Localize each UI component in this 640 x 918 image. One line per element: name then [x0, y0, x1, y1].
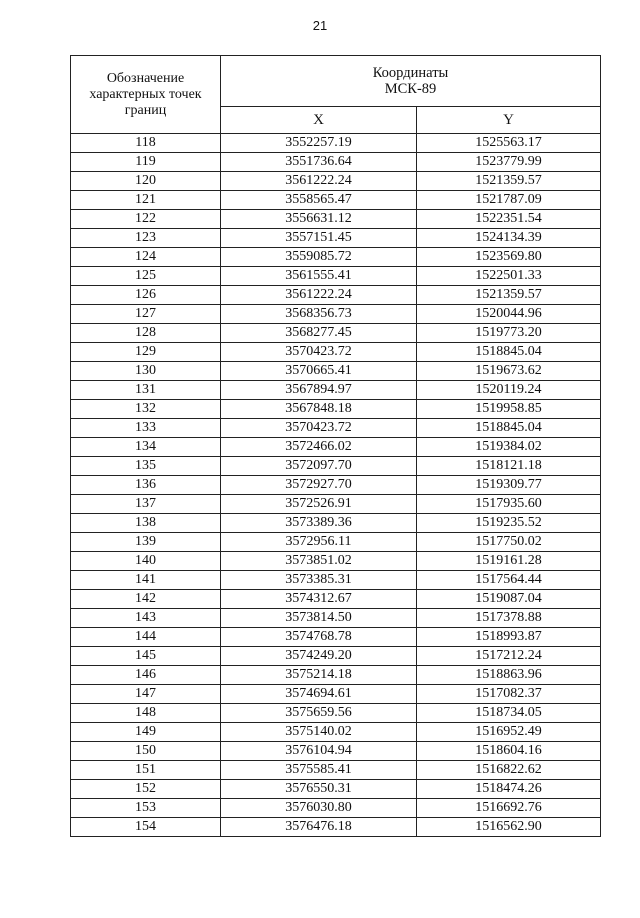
y-cell: 1519309.77 — [417, 476, 601, 495]
x-cell: 3572097.70 — [221, 457, 417, 476]
x-cell: 3575659.56 — [221, 704, 417, 723]
y-cell: 1521359.57 — [417, 286, 601, 305]
table-row — [71, 172, 601, 191]
x-cell: 3570423.72 — [221, 419, 417, 438]
x-cell: 3567848.18 — [221, 400, 417, 419]
x-cell: 3575585.41 — [221, 761, 417, 780]
point-cell: 128 — [71, 324, 221, 343]
y-cell: 1519384.02 — [417, 438, 601, 457]
point-cell: 138 — [71, 514, 221, 533]
y-cell: 1518734.05 — [417, 704, 601, 723]
x-cell: 3557151.45 — [221, 229, 417, 248]
point-cell: 125 — [71, 267, 221, 286]
table-row — [71, 552, 601, 571]
y-cell: 1518121.18 — [417, 457, 601, 476]
x-cell: 3573851.02 — [221, 552, 417, 571]
x-cell: 3574694.61 — [221, 685, 417, 704]
table-row — [71, 362, 601, 381]
y-cell: 1517564.44 — [417, 571, 601, 590]
x-cell: 3561222.24 — [221, 172, 417, 191]
x-cell: 3568277.45 — [221, 324, 417, 343]
point-cell: 127 — [71, 305, 221, 324]
y-cell: 1520044.96 — [417, 305, 601, 324]
header-y: Y — [417, 106, 601, 133]
x-cell: 3567894.97 — [221, 381, 417, 400]
point-cell: 142 — [71, 590, 221, 609]
x-cell: 3573385.31 — [221, 571, 417, 590]
table-row — [71, 799, 601, 818]
point-cell: 149 — [71, 723, 221, 742]
y-cell: 1517750.02 — [417, 533, 601, 552]
x-cell: 3573389.36 — [221, 514, 417, 533]
x-cell: 3559085.72 — [221, 248, 417, 267]
point-cell: 139 — [71, 533, 221, 552]
x-cell: 3551736.64 — [221, 153, 417, 172]
y-cell: 1516952.49 — [417, 723, 601, 742]
point-cell: 135 — [71, 457, 221, 476]
table-header — [71, 56, 601, 134]
x-cell: 3570665.41 — [221, 362, 417, 381]
table-row — [71, 685, 601, 704]
table-row — [71, 571, 601, 590]
table-row — [71, 533, 601, 552]
y-cell: 1517212.24 — [417, 647, 601, 666]
y-cell: 1518604.16 — [417, 742, 601, 761]
point-cell: 123 — [71, 229, 221, 248]
x-cell: 3561222.24 — [221, 286, 417, 305]
point-cell: 143 — [71, 609, 221, 628]
y-cell: 1518993.87 — [417, 628, 601, 647]
point-cell: 150 — [71, 742, 221, 761]
table-row — [71, 761, 601, 780]
y-cell: 1519958.85 — [417, 400, 601, 419]
y-cell: 1524134.39 — [417, 229, 601, 248]
y-cell: 1521359.57 — [417, 172, 601, 191]
point-cell: 129 — [71, 343, 221, 362]
table-row — [71, 780, 601, 799]
y-cell: 1517082.37 — [417, 685, 601, 704]
table-row — [71, 324, 601, 343]
x-cell: 3574312.67 — [221, 590, 417, 609]
x-cell: 3561555.41 — [221, 267, 417, 286]
point-cell: 118 — [71, 134, 221, 153]
y-cell: 1518474.26 — [417, 780, 601, 799]
table-row — [71, 229, 601, 248]
x-cell: 3552257.19 — [221, 134, 417, 153]
table-row — [71, 400, 601, 419]
table-row — [71, 495, 601, 514]
x-cell: 3568356.73 — [221, 305, 417, 324]
y-cell: 1521787.09 — [417, 191, 601, 210]
point-cell: 152 — [71, 780, 221, 799]
y-cell: 1516822.62 — [417, 761, 601, 780]
y-cell: 1523569.80 — [417, 248, 601, 267]
point-cell: 144 — [71, 628, 221, 647]
point-cell: 153 — [71, 799, 221, 818]
point-cell: 148 — [71, 704, 221, 723]
table-body — [71, 134, 601, 837]
header-row-top — [71, 56, 601, 107]
point-cell: 132 — [71, 400, 221, 419]
y-cell: 1525563.17 — [417, 134, 601, 153]
y-cell: 1518845.04 — [417, 343, 601, 362]
y-cell: 1517935.60 — [417, 495, 601, 514]
point-cell: 147 — [71, 685, 221, 704]
x-cell: 3575140.02 — [221, 723, 417, 742]
x-cell: 3576104.94 — [221, 742, 417, 761]
table-row — [71, 590, 601, 609]
header-coordinates-title: Координаты — [372, 64, 449, 81]
x-cell: 3576476.18 — [221, 818, 417, 837]
y-cell: 1516562.90 — [417, 818, 601, 837]
point-cell: 134 — [71, 438, 221, 457]
table-row — [71, 343, 601, 362]
y-cell: 1519773.20 — [417, 324, 601, 343]
header-point-designation: Обозначение характерных точек границ — [71, 56, 221, 134]
x-cell: 3572466.02 — [221, 438, 417, 457]
y-cell: 1522351.54 — [417, 210, 601, 229]
point-cell: 130 — [71, 362, 221, 381]
table-row — [71, 647, 601, 666]
page-number: 21 — [312, 18, 328, 33]
x-cell: 3570423.72 — [221, 343, 417, 362]
point-cell: 136 — [71, 476, 221, 495]
x-cell: 3573814.50 — [221, 609, 417, 628]
x-cell: 3574249.20 — [221, 647, 417, 666]
table-row — [71, 419, 601, 438]
table-row — [71, 267, 601, 286]
point-cell: 133 — [71, 419, 221, 438]
table-row — [71, 514, 601, 533]
table-row — [71, 286, 601, 305]
y-cell: 1518845.04 — [417, 419, 601, 438]
point-cell: 119 — [71, 153, 221, 172]
header-x: X — [221, 106, 417, 133]
header-coordinate-system: МСК-89 — [384, 80, 437, 97]
table-row — [71, 248, 601, 267]
table-row — [71, 381, 601, 400]
x-cell: 3576550.31 — [221, 780, 417, 799]
x-cell: 3574768.78 — [221, 628, 417, 647]
header-coordinates — [221, 56, 601, 107]
table-row — [71, 153, 601, 172]
x-cell: 3572927.70 — [221, 476, 417, 495]
point-cell: 140 — [71, 552, 221, 571]
point-cell: 145 — [71, 647, 221, 666]
table-row — [71, 457, 601, 476]
table-row — [71, 609, 601, 628]
y-cell: 1519235.52 — [417, 514, 601, 533]
point-cell: 137 — [71, 495, 221, 514]
point-cell: 122 — [71, 210, 221, 229]
table-row — [71, 818, 601, 837]
table-row — [71, 305, 601, 324]
coordinates-table — [70, 55, 601, 837]
x-cell: 3572956.11 — [221, 533, 417, 552]
table-row — [71, 134, 601, 153]
x-cell: 3558565.47 — [221, 191, 417, 210]
point-cell: 124 — [71, 248, 221, 267]
point-cell: 146 — [71, 666, 221, 685]
table-row — [71, 476, 601, 495]
point-cell: 126 — [71, 286, 221, 305]
point-cell: 131 — [71, 381, 221, 400]
y-cell: 1523779.99 — [417, 153, 601, 172]
x-cell: 3572526.91 — [221, 495, 417, 514]
table-row — [71, 628, 601, 647]
x-cell: 3576030.80 — [221, 799, 417, 818]
point-cell: 120 — [71, 172, 221, 191]
x-cell: 3556631.12 — [221, 210, 417, 229]
y-cell: 1519161.28 — [417, 552, 601, 571]
x-cell: 3575214.18 — [221, 666, 417, 685]
table-row — [71, 723, 601, 742]
y-cell: 1522501.33 — [417, 267, 601, 286]
y-cell: 1518863.96 — [417, 666, 601, 685]
y-cell: 1517378.88 — [417, 609, 601, 628]
y-cell: 1516692.76 — [417, 799, 601, 818]
point-cell: 151 — [71, 761, 221, 780]
table-row — [71, 704, 601, 723]
point-cell: 154 — [71, 818, 221, 837]
table-row — [71, 666, 601, 685]
y-cell: 1519087.04 — [417, 590, 601, 609]
point-cell: 141 — [71, 571, 221, 590]
table-row — [71, 191, 601, 210]
table-row — [71, 210, 601, 229]
table-row — [71, 742, 601, 761]
y-cell: 1519673.62 — [417, 362, 601, 381]
table-row — [71, 438, 601, 457]
point-cell: 121 — [71, 191, 221, 210]
y-cell: 1520119.24 — [417, 381, 601, 400]
